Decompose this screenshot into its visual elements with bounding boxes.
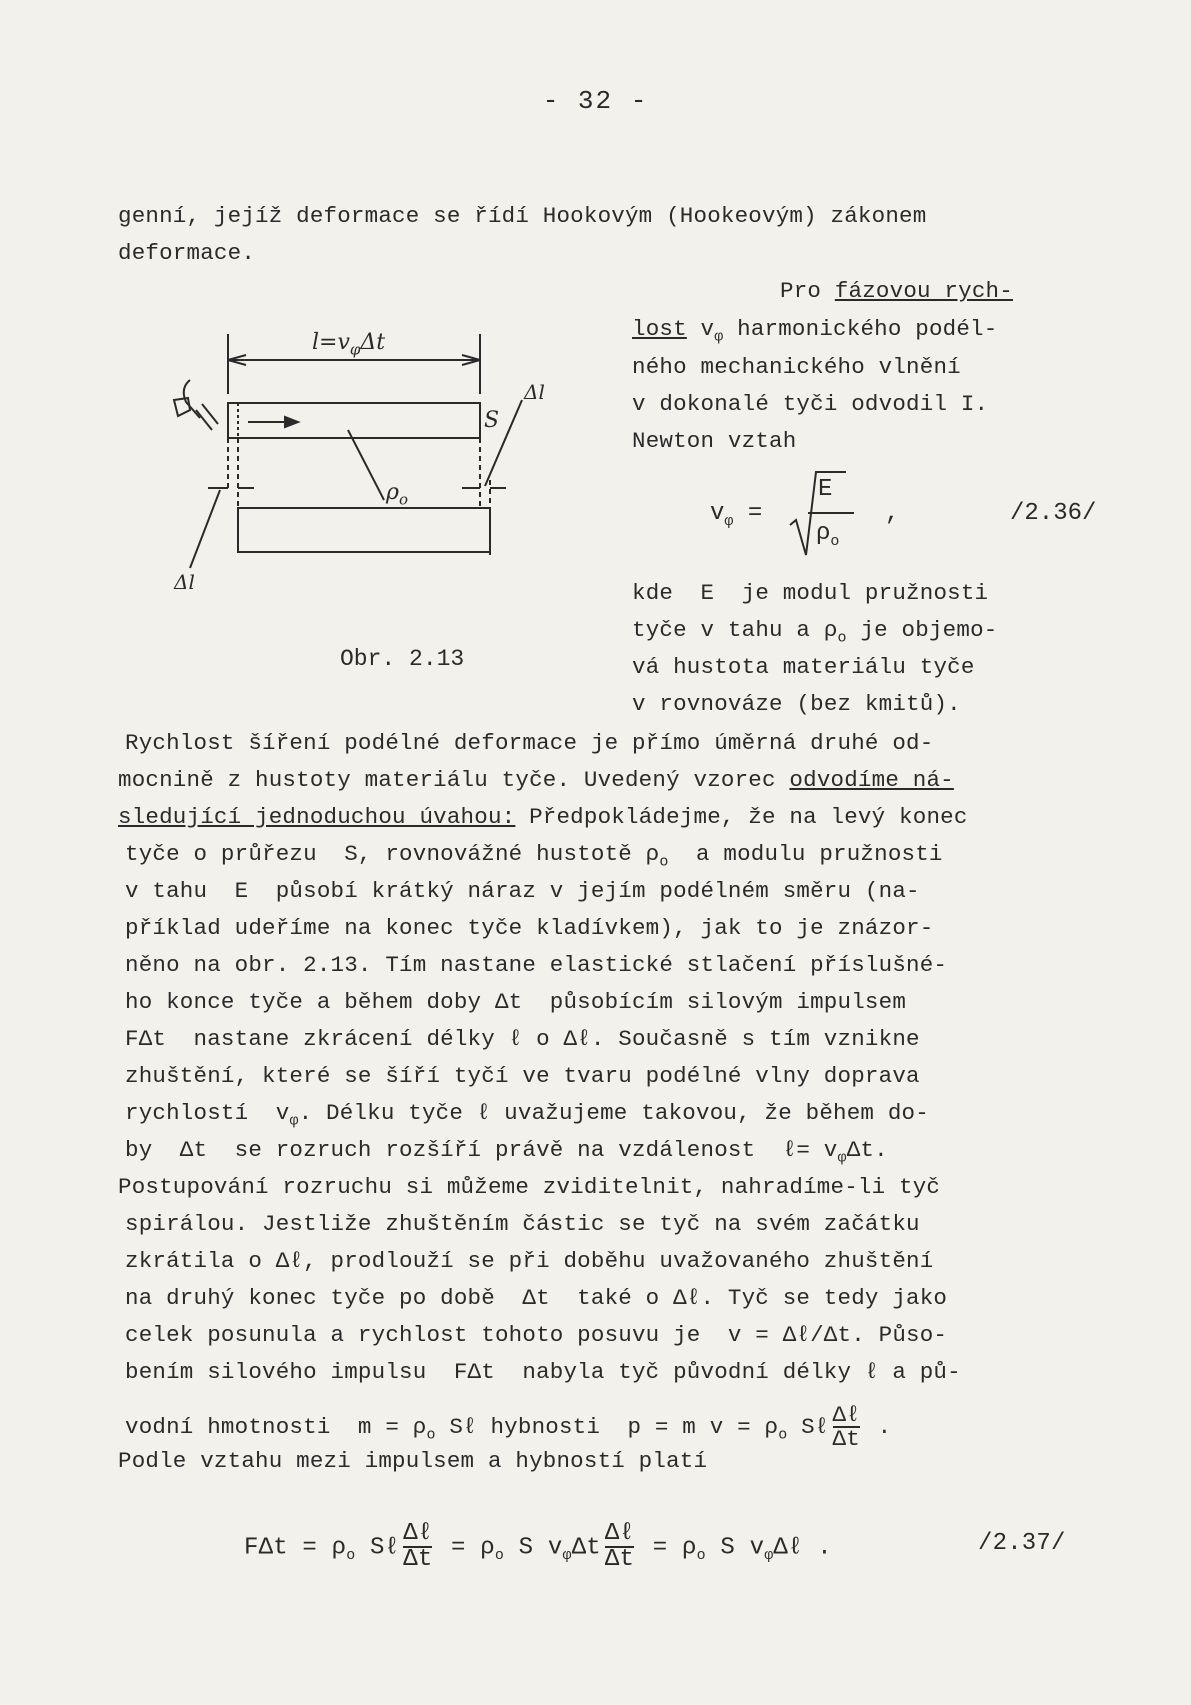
eq237-d-sub: φ bbox=[562, 1547, 572, 1565]
body-line-4-sub: o bbox=[659, 853, 669, 871]
where-line-2-pre: tyče v tahu a ρ bbox=[632, 617, 838, 643]
body-line-12-pre: by Δt se rozruch rozšíří právě na vzdálenost ℓ= v bbox=[125, 1137, 838, 1163]
body-line-11 bbox=[125, 1100, 929, 1130]
body-line-1: Rychlost šíření podélné deformace je přímo úměrná druhé od- bbox=[125, 730, 934, 756]
side-line-2-rest: harmonického podél- bbox=[723, 316, 998, 342]
where-line-3: vá hustota materiálu tyče bbox=[632, 654, 975, 680]
body-line-2-pre: mocnině z hustoty materiálu tyče. Uvedený vzorec bbox=[118, 767, 790, 793]
eq236-fraction-bar bbox=[808, 512, 854, 514]
eq237-label: /2.37/ bbox=[978, 1530, 1066, 1557]
eq236-lhs bbox=[710, 500, 762, 530]
figure-dl-right-label: Δl bbox=[524, 380, 545, 404]
intro-line-2: deformace. bbox=[118, 240, 256, 266]
figure-density-label bbox=[386, 480, 408, 508]
eq237-h-sub: φ bbox=[764, 1547, 774, 1565]
body-line-9: FΔt nastane zkrácení délky ℓ o Δℓ. Současně s tím vznikne bbox=[125, 1026, 920, 1052]
fig-rho: ρ bbox=[386, 480, 399, 505]
eq236-v-sub: φ bbox=[724, 512, 734, 530]
fig-l-dt: Δt bbox=[360, 330, 386, 355]
body-line-3-underlined: sledující jednoduchou úvahou: bbox=[118, 804, 516, 830]
body-line-12-sub: φ bbox=[837, 1149, 847, 1167]
body-line-2 bbox=[118, 767, 954, 793]
eq237-h: S v bbox=[705, 1534, 765, 1562]
side-line-5: Newton vztah bbox=[632, 428, 797, 454]
body-line-19-frac-num: Δℓ bbox=[832, 1402, 860, 1428]
body-line-4-post: a modulu pružnosti bbox=[668, 841, 943, 867]
rod-diagram bbox=[150, 330, 600, 600]
eq236-label: /2.36/ bbox=[1010, 500, 1097, 527]
side-line-4: v dokonalé tyči odvodil I. bbox=[632, 391, 989, 417]
body-line-19-fraction bbox=[833, 1404, 860, 1450]
body-line-19-sub: o bbox=[426, 1426, 436, 1444]
eq237-a: FΔt = ρ bbox=[244, 1534, 347, 1562]
eq237-g: = ρ bbox=[638, 1534, 697, 1562]
eq236-v: v bbox=[710, 500, 725, 527]
where-line-2-sub: o bbox=[837, 629, 847, 647]
body-line-16: na druhý konec tyče po době Δt také o Δℓ. Tyč se tedy jako bbox=[125, 1285, 948, 1311]
side-line-2-sub: φ bbox=[714, 328, 724, 346]
fig-l-sub: φ bbox=[349, 340, 361, 359]
term-lost: lost bbox=[632, 316, 687, 342]
body-line-14: spirálou. Jestliže zhuštěním částic se tyč na svém začátku bbox=[125, 1211, 920, 1237]
eq237-e: Δt bbox=[571, 1534, 601, 1562]
body-line-3 bbox=[118, 804, 968, 830]
figure-dl-left-label: Δl bbox=[174, 570, 195, 594]
eq237-a-sub: o bbox=[346, 1547, 356, 1565]
fig-rho-sub: o bbox=[398, 490, 408, 509]
eq236-equals: = bbox=[747, 500, 763, 527]
body-line-19-sub2: o bbox=[778, 1426, 788, 1444]
figure-2-13 bbox=[150, 330, 600, 600]
side-line-3: ného mechanického vlnění bbox=[632, 354, 961, 380]
side-line-2 bbox=[632, 316, 997, 346]
figure-length-label bbox=[312, 330, 385, 358]
eq237-f2-den: Δt bbox=[604, 1546, 635, 1573]
body-line-19 bbox=[125, 1404, 891, 1450]
body-line-19-post: Sℓ bbox=[787, 1413, 829, 1440]
equation-2-37 bbox=[244, 1522, 832, 1572]
body-line-4-pre: tyče o průřezu S, rovnovážné hustotě ρ bbox=[125, 841, 660, 867]
body-line-11-sub: φ bbox=[289, 1112, 299, 1130]
body-line-12-post: Δt. bbox=[846, 1137, 888, 1163]
body-line-6: příklad udeříme na konec tyče kladívkem), jak to je znázor- bbox=[125, 915, 934, 941]
eq237-c-sub: o bbox=[494, 1547, 505, 1565]
where-line-2-post: je objemo- bbox=[846, 617, 998, 643]
where-line-4: v rovnováze (bez kmitů). bbox=[632, 691, 961, 717]
side-line-2-v: v bbox=[686, 316, 715, 342]
body-line-2-underlined: odvodíme ná- bbox=[789, 767, 954, 793]
where-line-2 bbox=[632, 617, 997, 647]
eq237-f1-num: Δℓ bbox=[403, 1520, 433, 1547]
body-line-11-post: . Délku tyče ℓ uvažujeme takovou, že během do- bbox=[298, 1100, 929, 1126]
eq236-denominator bbox=[816, 520, 839, 550]
where-line-1: kde E je modul pružnosti bbox=[632, 580, 989, 606]
term-phase-velocity: fázovou rych- bbox=[834, 278, 1013, 304]
body-line-19-mid: Sℓ hybnosti p = m v = ρ bbox=[435, 1413, 779, 1440]
figure-area-label: S bbox=[484, 408, 500, 433]
body-line-10: zhuštění, které se šíří tyčí ve tvaru podélné vlny doprava bbox=[125, 1063, 920, 1089]
eq237-f1-den: Δt bbox=[403, 1546, 433, 1573]
eq237-fraction-1 bbox=[403, 1522, 432, 1572]
figure-caption: Obr. 2.13 bbox=[340, 646, 465, 672]
body-line-18: bením silového impulsu FΔt nabyla tyč původní délky ℓ a pů- bbox=[125, 1359, 961, 1385]
body-line-13: Postupování rozruchu si můžeme zviditelnit, nahradíme-li tyč bbox=[118, 1174, 941, 1200]
eq236-comma: , bbox=[885, 500, 900, 527]
eq236-den-rho: ρ bbox=[816, 520, 831, 547]
body-line-15: zkrátila o Δℓ, prodlouží se při doběhu uvažovaného zhuštění bbox=[125, 1248, 934, 1274]
eq237-i: Δℓ . bbox=[773, 1534, 832, 1562]
side-line-1-pre: Pro bbox=[780, 278, 835, 304]
body-line-7: něno na obr. 2.13. Tím nastane elastické stlačení příslušné- bbox=[125, 952, 948, 978]
body-line-12 bbox=[125, 1137, 888, 1167]
body-line-19-end: . bbox=[863, 1413, 892, 1440]
page-number: - 32 - bbox=[542, 86, 649, 116]
body-line-4 bbox=[125, 841, 943, 871]
body-line-8: ho konce tyče a během doby Δt působícím silovým impulsem bbox=[125, 989, 907, 1015]
eq236-numerator: E bbox=[818, 476, 833, 503]
fig-l-eq-v: l=v bbox=[312, 330, 350, 355]
eq236-den-sub: o bbox=[830, 532, 840, 550]
body-line-11-pre: rychlostí v bbox=[125, 1100, 290, 1126]
eq237-c: = ρ bbox=[436, 1534, 495, 1562]
body-line-19-pre: vodní hmotnosti m = ρ bbox=[125, 1413, 427, 1440]
intro-line-1: genní, jejíž deformace se řídí Hookovým (Hookeovým) zákonem bbox=[118, 203, 927, 229]
body-line-3-post: Předpokládejme, že na levý konec bbox=[515, 804, 968, 830]
body-line-19-frac-den: Δt bbox=[832, 1426, 860, 1452]
eq237-g-sub: o bbox=[696, 1547, 706, 1565]
eq237-d: S v bbox=[504, 1534, 563, 1562]
side-line-1 bbox=[780, 278, 1013, 304]
eq237-f2-num: Δℓ bbox=[604, 1520, 635, 1547]
eq237-b: Sℓ bbox=[355, 1534, 400, 1562]
body-line-17: celek posunula a rychlost tohoto posuvu je v = Δℓ/Δt. Půso- bbox=[125, 1322, 948, 1348]
eq237-fraction-2 bbox=[605, 1522, 634, 1572]
body-line-20: Podle vztahu mezi impulsem a hybností platí bbox=[118, 1448, 708, 1474]
body-line-5: v tahu E působí krátký náraz v jejím podélném směru (na- bbox=[125, 878, 920, 904]
equation-2-36 bbox=[700, 470, 1100, 560]
